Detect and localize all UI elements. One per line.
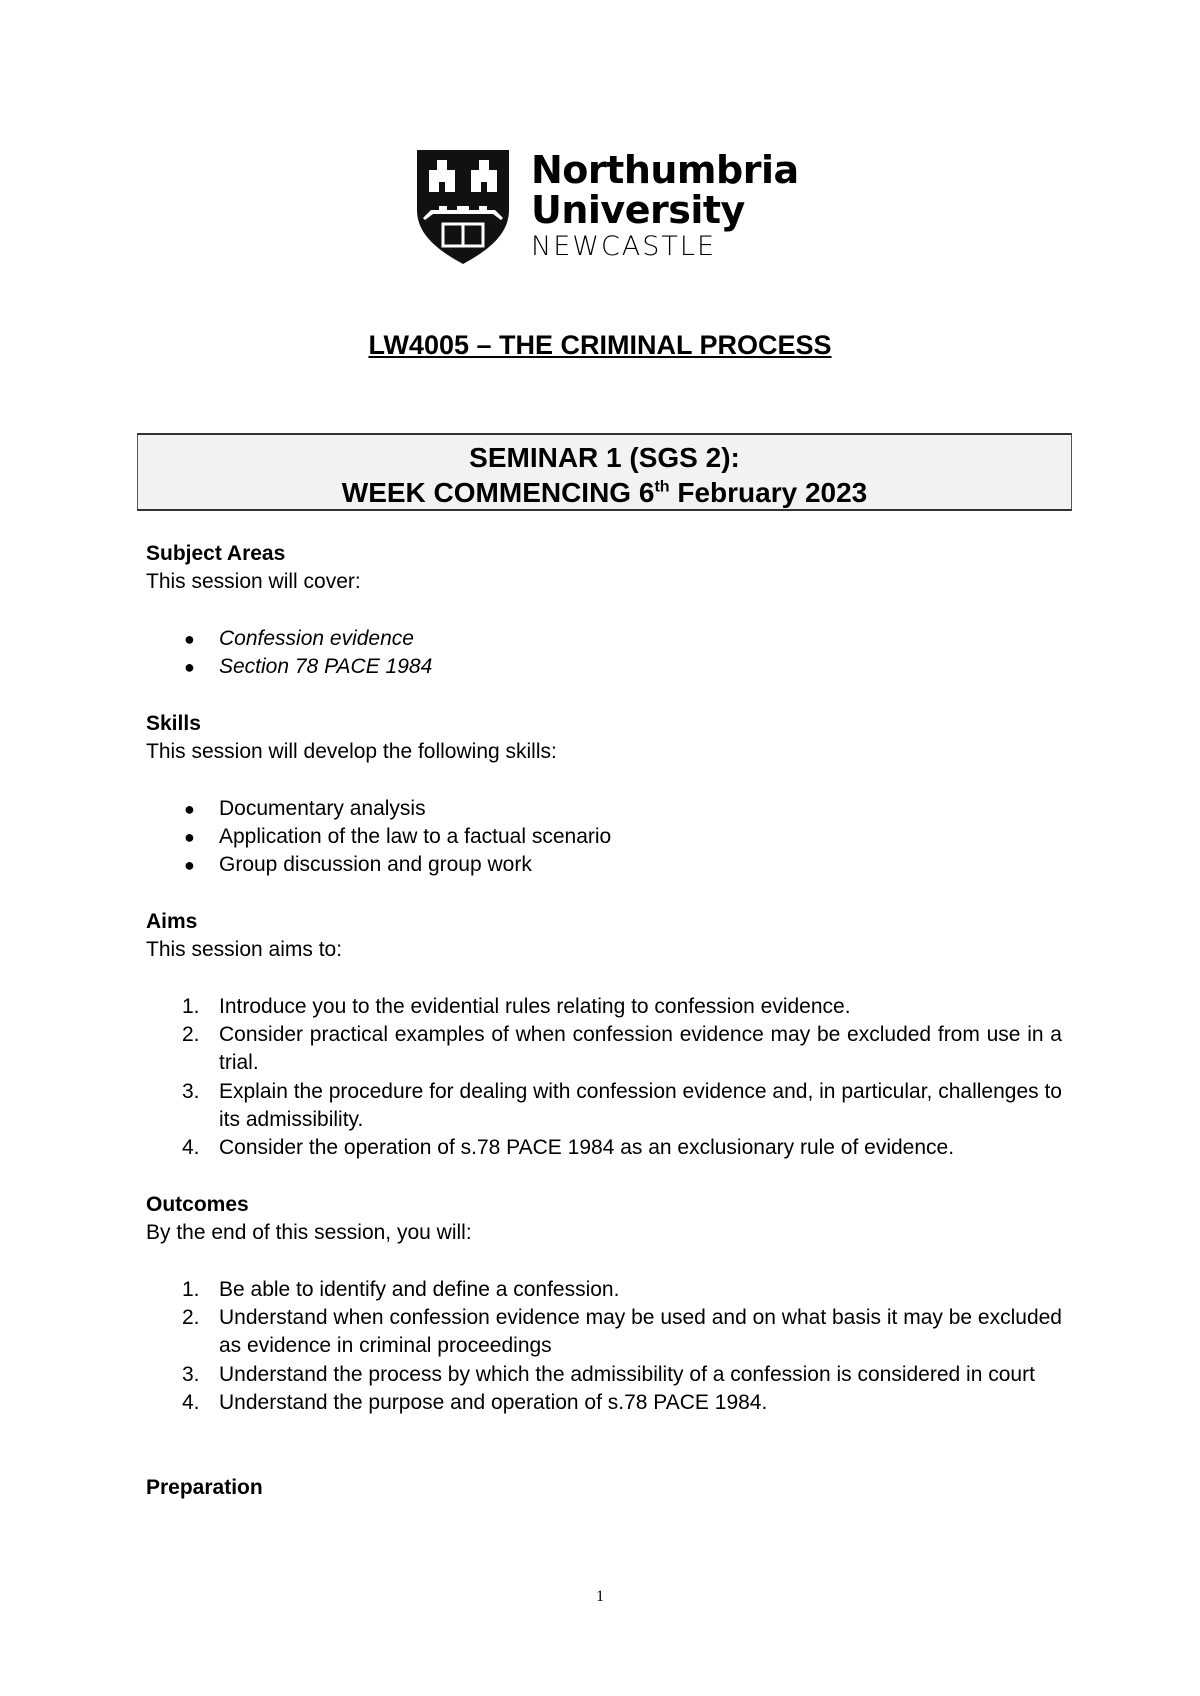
list-item: ● Group discussion and group work (184, 853, 532, 877)
list-item: ● Documentary analysis (184, 796, 426, 820)
list-item: 4. Understand the purpose and operation of s.78 PACE 1984. (182, 1390, 768, 1414)
section-intro: This session will develop the following skills: (146, 740, 557, 764)
banner-date-text: February 2023 (669, 477, 868, 508)
list-item: 2. Consider practical examples of when confession evidence may be excluded from use in a trial. (182, 1023, 1062, 1075)
section-heading: Aims (146, 909, 198, 933)
list-item: ● Confession evidence (184, 626, 414, 650)
list-item: 1. Be able to identify and define a confession. (182, 1277, 620, 1301)
logo-line-3: NEWCASTLE (531, 231, 717, 262)
skills-list (146, 795, 1062, 880)
logo-line-2: University (531, 188, 745, 232)
crest-icon (415, 148, 511, 266)
aims-list (146, 993, 1062, 1163)
section-heading: Preparation (146, 1475, 263, 1499)
list-item: ● Section 78 PACE 1984 (184, 655, 433, 679)
section-intro: This session aims to: (146, 938, 343, 962)
list-item: 4. Consider the operation of s.78 PACE 1984 as an exclusionary rule of evidence. (182, 1136, 955, 1160)
list-item: 1. Introduce you to the evidential rules relating to confession evidence. (182, 994, 851, 1018)
page-number: 1 (596, 1588, 604, 1605)
document-body (146, 540, 1062, 1502)
banner-superscript: th (654, 478, 670, 496)
banner-week-text: WEEK COMMENCING 6 (341, 477, 655, 508)
section-heading: Subject Areas (146, 542, 286, 565)
banner-line-1: SEMINAR 1 (SGS 2): (469, 442, 740, 473)
section-heading: Skills (146, 711, 201, 735)
seminar-banner (137, 433, 1072, 511)
list-item: 3. Understand the process by which the admissibility of a confession is considered in court (182, 1362, 1035, 1386)
document-title: LW4005 – THE CRIMINAL PROCESS (368, 330, 832, 360)
subject-list (146, 625, 1062, 682)
section-intro: By the end of this session, you will: (146, 1221, 472, 1245)
list-item: ● Application of the law to a factual scenario (184, 824, 612, 848)
university-logo (415, 148, 799, 266)
banner-line-2 (138, 475, 1071, 510)
section-heading: Outcomes (146, 1192, 249, 1216)
logo-line-1: Northumbria (531, 148, 799, 192)
list-item: 3. Explain the procedure for dealing with confession evidence and, in particular, challenges to its admissibility. (182, 1079, 1062, 1131)
outcomes-list (146, 1276, 1062, 1417)
section-intro: This session will cover: (146, 570, 361, 594)
list-item: 2. Understand when confession evidence may be used and on what basis it may be excluded as evidence in criminal proceedings (182, 1306, 1062, 1358)
